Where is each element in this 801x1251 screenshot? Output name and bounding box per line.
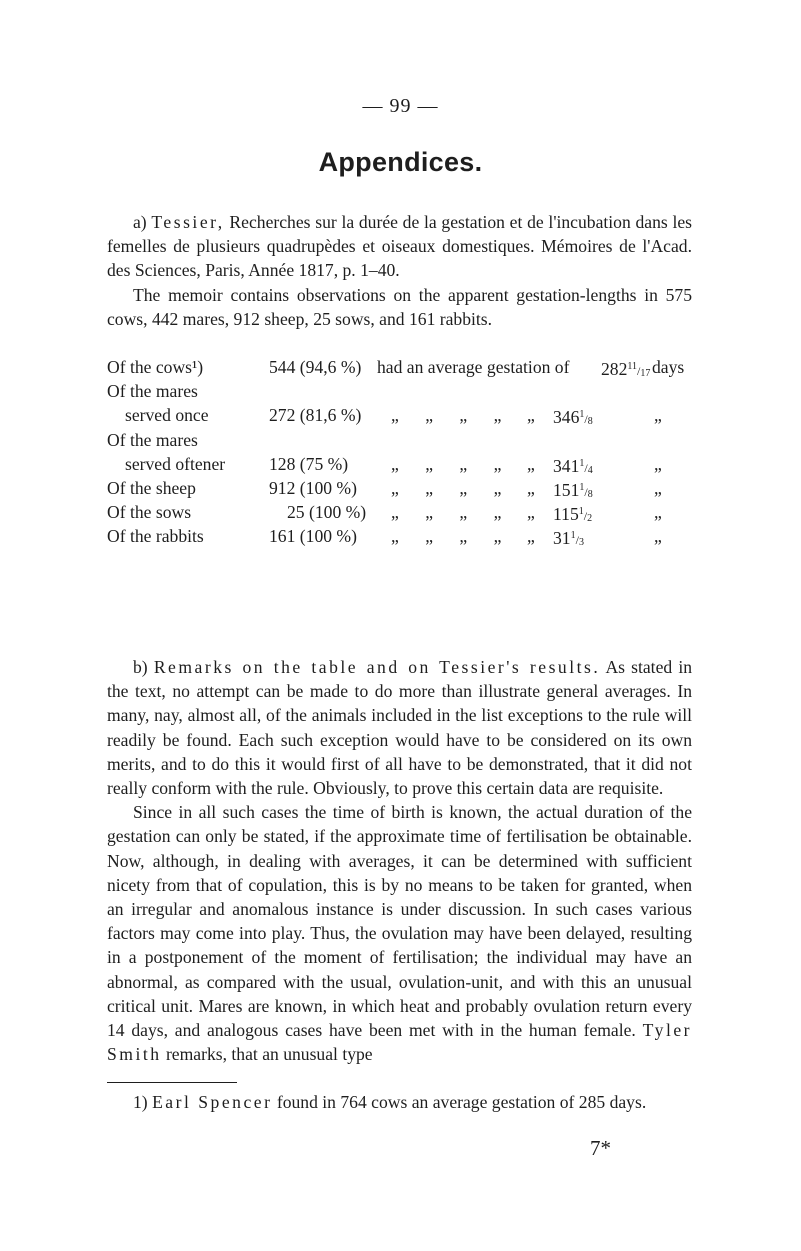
remarks-body-2-end: remarks, that an unusual type [165, 1044, 373, 1065]
row-ditto-2: „ [527, 477, 535, 498]
table-row [107, 524, 697, 548]
row-ditto: „ „ „ „ [391, 405, 502, 426]
remarks-section [107, 655, 692, 1066]
page-heading: Appendices. [318, 147, 483, 177]
row-count: 128 (75 %) [269, 453, 349, 474]
reference-a-author: Tessier, [151, 212, 225, 232]
row-unit: „ [654, 502, 662, 523]
gestation-table [107, 355, 697, 549]
remarks-body-2: Since in all such cases the time of birth is known, the actual duration of the gestation can only be stated, if the approximate time of fertilisation be obtainable. Now, although, in dealing with averages, it can be determined with sufficient nicety from that of copulation, this is by no means to be taken for granted, when an irregular and anomalous instance is under discussion. In such cases various factors may come into play. Thus, the ovulation may have been delayed, resulting in a postponement of the moment of fertilisation; the individual may have an abnormal, as compared with the usual, ovulation-unit, and with this an unusual critical unit. Mares are known, in which heat and probably ovulation return every 14 days, and analogous cases have been met with in the human female. [107, 802, 692, 1041]
row-value: $346^1/_8$ [553, 407, 593, 428]
remarks-body-1: As stated in the text, no attempt can be made to do more than illustrate general averages. In many, nay, almost all, of the animals included in the list exceptions to the rule will readily be found. Each such exception would have to be considered on its own merits, and to do this it would first of all have to be demonstrated, that it did not really conform with the rule. Obviously, to prove this certain data are requisite. [107, 657, 693, 799]
row-ditto-2: „ [527, 453, 535, 474]
page-number: — 99 — [362, 95, 439, 117]
row-value: $115^1/_2$ [553, 504, 593, 525]
row-count: 544 (94,6 %) [269, 357, 362, 377]
row-count: 272 (81,6 %) [269, 405, 362, 426]
row-ditto-2: „ [527, 405, 535, 426]
row-count: 161 (100 %) [269, 526, 357, 547]
row-label-2: served once [125, 405, 209, 426]
row-ditto-2: „ [527, 502, 535, 523]
reference-a-citation: Recherches sur la durée de la gestation et de l'incubation dans les femelles de plusieurs quadrupèdes et oiseaux domestiques. Mémoires de l'Acad. des Sciences, Paris, Année 1817, p. 1–40. [107, 212, 692, 281]
remarks-title: Remarks on the table and on Tessier's results. [153, 657, 601, 677]
remarks-paragraph-2 [107, 800, 692, 1066]
row-label: Of the mares [107, 429, 198, 450]
remarks-author: Tyler Smith [107, 1020, 692, 1065]
row-label: Of the sows [107, 502, 192, 523]
signature-mark: 7* [590, 1136, 611, 1160]
row-ditto-2: „ [527, 526, 535, 547]
table-row [107, 428, 697, 452]
row-value: $151^1/_8$ [553, 479, 593, 500]
footnote-paragraph [107, 1090, 692, 1114]
remarks-prefix: b) [133, 657, 148, 677]
row-label: Of the cows¹) [107, 357, 204, 377]
reference-a-paragraph [107, 210, 692, 283]
row-label: Of the sheep [107, 477, 196, 498]
table-row [107, 476, 697, 500]
row-ditto: „ „ „ „ [391, 477, 502, 498]
table-row [107, 500, 697, 524]
footnote [107, 1090, 692, 1114]
reference-a-prefix: a) [133, 212, 147, 232]
table-row [107, 379, 697, 403]
row-count: 25 (100 %) [287, 502, 367, 523]
footnote-divider [107, 1082, 237, 1083]
reference-a [107, 210, 692, 331]
intro-paragraph: The memoir contains observations on the apparent gestation-lengths in 575 cows, 442 mares, 912 sheep, 25 sows, and 161 rabbits. [107, 284, 692, 329]
row-value: $31^1/_3$ [553, 528, 584, 549]
footnote-author: Earl Spencer [152, 1092, 273, 1112]
row-ditto: „ „ „ „ [391, 526, 502, 547]
row-value: $282^{11}/_{17}$ [601, 359, 651, 379]
row-unit: „ [654, 477, 662, 498]
table-row [107, 403, 697, 427]
footnote-text: found in 764 cows an average gestation of 285 days. [276, 1092, 647, 1112]
table-row [107, 355, 697, 379]
row-label: Of the rabbits [107, 526, 204, 547]
row-unit: days [652, 357, 685, 377]
footnote-marker: 1) [133, 1092, 148, 1112]
row-ditto: „ „ „ „ [391, 453, 502, 474]
row-text: had an average gestation of [377, 357, 570, 377]
table-row [107, 452, 697, 476]
row-value: $341^1/_4$ [553, 455, 593, 476]
remarks-paragraph-1 [107, 655, 692, 800]
row-label: Of the mares [107, 381, 198, 402]
row-label-2: served oftener [125, 453, 226, 474]
row-count: 912 (100 %) [269, 477, 357, 498]
row-unit: „ [654, 526, 662, 547]
row-unit: „ [654, 453, 662, 474]
row-ditto: „ „ „ „ [391, 502, 502, 523]
row-unit: „ [654, 405, 662, 426]
